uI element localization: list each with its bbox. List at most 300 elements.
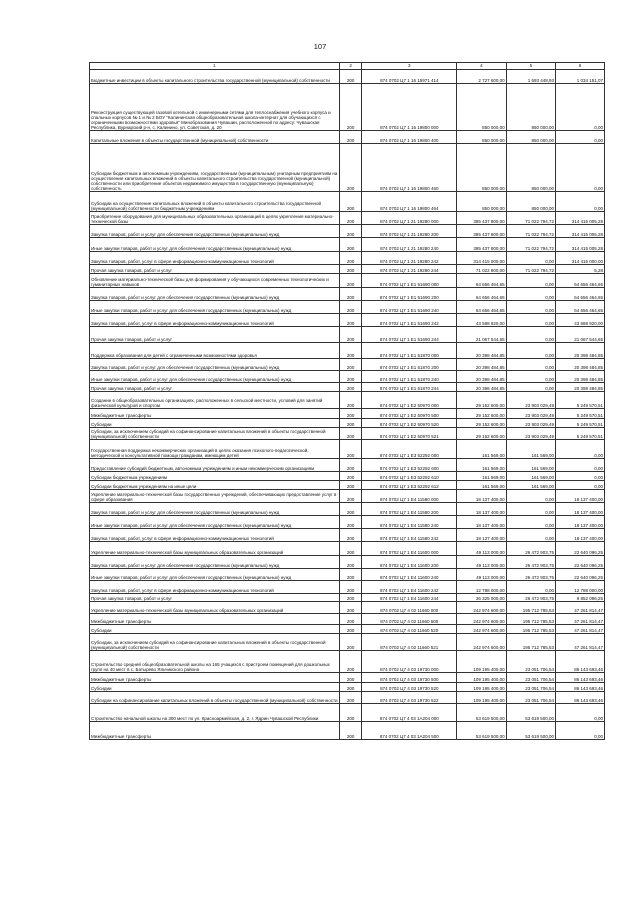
- row-value-approved: 18 137 400,00: [457, 529, 506, 542]
- row-code-200: 200: [339, 581, 362, 594]
- row-value-executed: 71 022 794,72: [506, 238, 555, 252]
- row-value-approved: 161 569,00: [457, 481, 506, 490]
- row-budget-code: 874 0702 Ц7 4 02 11660 520: [362, 625, 457, 634]
- table-row: [90, 383, 605, 392]
- table-row: [90, 683, 605, 692]
- table-row: [90, 371, 605, 383]
- row-value-remaining: 21 067 544,65: [556, 327, 605, 343]
- table-row: [90, 634, 605, 651]
- row-code-200: 200: [339, 409, 362, 419]
- row-code-200: 200: [339, 692, 362, 704]
- row-description: Обновление материально-технической базы для формирования у обучающихся современных технологических и гуманитарных навыков: [90, 274, 340, 288]
- row-value-executed: 195 712 785,53: [506, 602, 555, 614]
- header-cell: 1: [90, 63, 340, 70]
- row-value-executed: 26 472 903,75: [506, 569, 555, 581]
- row-value-executed: 23 051 706,54: [506, 692, 555, 704]
- row-value-remaining: 12 788 000,00: [556, 581, 605, 594]
- row-value-approved: 12 788 000,00: [457, 581, 506, 594]
- row-value-executed: 71 022 794,72: [506, 265, 555, 274]
- row-value-approved: 20 398 484,85: [457, 383, 506, 392]
- row-value-executed: 161 569,00: [506, 472, 555, 481]
- row-value-executed: 26 472 903,75: [506, 542, 555, 556]
- row-value-remaining: 64 656 464,65: [556, 301, 605, 314]
- row-budget-code: 874 0702 Ц7 1 E1 51870 200: [362, 359, 457, 371]
- row-description: Иные закупки товаров, работ и услуг для обеспечения государственных (муниципальных) нужд: [90, 301, 340, 314]
- row-description: Создание в общеобразовательных организациях, расположенных в сельской местности, условий для занятий физической культурой и спортом: [90, 392, 340, 409]
- row-value-approved: 53 619 500,00: [457, 722, 506, 740]
- row-description: Закупка товаров, работ, услуг в сфере информационно-коммуникационных технологий: [90, 314, 340, 327]
- row-budget-code: 874 0702 Ц7 1 21 19280 244: [362, 265, 457, 274]
- row-value-remaining: 20 398 484,85: [556, 371, 605, 383]
- row-value-executed: 0,00: [506, 274, 555, 288]
- table-row: [90, 419, 605, 428]
- row-value-executed: 23 903 029,49: [506, 392, 555, 409]
- row-value-executed: 23 903 029,49: [506, 409, 555, 419]
- table-row: [90, 516, 605, 529]
- row-value-approved: 242 974 600,00: [457, 614, 506, 625]
- row-value-executed: 23 051 706,54: [506, 683, 555, 692]
- row-value-remaining: 5 249 570,51: [556, 419, 605, 428]
- row-description: Иные закупки товаров, работ и услуг для обеспечения государственных (муниципальных) нужд: [90, 569, 340, 581]
- row-value-approved: 161 569,00: [457, 459, 506, 472]
- row-description: Закупка товаров, работ и услуг для обеспечения государственных (муниципальных) нужд: [90, 556, 340, 569]
- row-value-remaining: 18 137 400,00: [556, 529, 605, 542]
- row-code-200: 200: [339, 594, 362, 602]
- table-row: [90, 343, 605, 359]
- row-description: Прочая закупка товаров, работ и услуг: [90, 594, 340, 602]
- row-value-remaining: 314 415 000,00: [556, 252, 605, 265]
- row-budget-code: 874 0702 Ц7 1 16 15971 414: [362, 70, 457, 84]
- table-row: [90, 556, 605, 569]
- row-code-200: 200: [339, 556, 362, 569]
- row-code-200: 200: [339, 225, 362, 238]
- row-description: Субсидии бюджетным учреждениям: [90, 472, 340, 481]
- table-row: [90, 490, 605, 503]
- row-value-remaining: 0,00: [556, 704, 605, 722]
- row-description: Закупка товаров, работ, услуг в сфере информационно-коммуникационных технологий: [90, 252, 340, 265]
- row-value-approved: 20 398 484,85: [457, 359, 506, 371]
- row-budget-code: 874 0702 Ц7 1 21 19280 000: [362, 212, 457, 225]
- table-row: [90, 70, 605, 84]
- row-description: Строительство начальной школы на 300 мест по ул. Красноармейская, д. 2, г. Ядрин Чувашской Республики: [90, 704, 340, 722]
- row-code-200: 200: [339, 70, 362, 84]
- row-value-executed: 0,00: [506, 371, 555, 383]
- row-budget-code: 874 0702 Ц7 1 E4 11580 000: [362, 490, 457, 503]
- row-value-approved: 109 195 400,00: [457, 651, 506, 673]
- row-budget-code: 874 0702 Ц7 4 02 11660 000: [362, 602, 457, 614]
- row-value-executed: 0,00: [506, 529, 555, 542]
- row-budget-code: 874 0702 Ц7 1 E3 52292 612: [362, 481, 457, 490]
- row-code-200: 200: [339, 84, 362, 131]
- row-value-approved: 161 569,00: [457, 472, 506, 481]
- row-value-remaining: 314 415 005,28: [556, 225, 605, 238]
- row-value-executed: 1 693 448,93: [506, 70, 555, 84]
- row-value-remaining: 5 249 570,51: [556, 392, 605, 409]
- row-description: Иные закупки товаров, работ и услуг для обеспечения государственных (муниципальных) нужд: [90, 238, 340, 252]
- table-row: [90, 704, 605, 722]
- row-description: Прочая закупка товаров, работ и услуг: [90, 265, 340, 274]
- header-cell: 3: [362, 63, 457, 70]
- row-value-approved: 850 000,00: [457, 131, 506, 144]
- row-budget-code: 874 0702 Ц7 1 E1 51690 000: [362, 274, 457, 288]
- row-value-approved: 64 656 464,65: [457, 288, 506, 301]
- row-description: Межбюджетные трансферты: [90, 409, 340, 419]
- row-code-200: 200: [339, 614, 362, 625]
- table-row: [90, 409, 605, 419]
- row-description: Закупка товаров, работ, услуг в сфере информационно-коммуникационных технологий: [90, 581, 340, 594]
- row-value-remaining: 43 588 920,00: [556, 314, 605, 327]
- table-body: [90, 63, 605, 740]
- table-row: [90, 314, 605, 327]
- row-value-approved: 29 152 600,00: [457, 409, 506, 419]
- table-row: [90, 252, 605, 265]
- row-value-approved: 64 656 464,65: [457, 274, 506, 288]
- row-value-remaining: 1 034 151,07: [556, 70, 605, 84]
- row-budget-code: 874 0702 Ц7 1 E3 52292 600: [362, 459, 457, 472]
- row-value-approved: 29 152 600,00: [457, 419, 506, 428]
- row-description: Субсидии: [90, 625, 340, 634]
- row-description: Прочая закупка товаров, работ и услуг: [90, 383, 340, 392]
- row-value-approved: 18 137 400,00: [457, 516, 506, 529]
- row-value-approved: 850 000,00: [457, 84, 506, 131]
- row-budget-code: 874 0702 Ц7 1 E2 50970 520: [362, 419, 457, 428]
- row-budget-code: 874 0702 Ц7 1 E4 11580 240: [362, 516, 457, 529]
- table-row: [90, 673, 605, 683]
- table-row: [90, 238, 605, 252]
- row-description: Строительство средней общеобразовательной школы на 165 учащихся с пристроем помещений для дошкольных групп на 40 мест в с. Батырево Яльчикского района: [90, 651, 340, 673]
- row-value-approved: 49 113 000,00: [457, 556, 506, 569]
- row-value-approved: 49 113 000,00: [457, 569, 506, 581]
- row-value-executed: 195 712 785,53: [506, 614, 555, 625]
- row-description: Укрепление материально-технической базы государственных учреждений, обеспечивающих предоставление услуг в сфере образования: [90, 490, 340, 503]
- row-value-remaining: 22 640 096,25: [556, 569, 605, 581]
- row-code-200: 200: [339, 265, 362, 274]
- row-value-remaining: 20 398 484,85: [556, 343, 605, 359]
- row-budget-code: 874 0702 Ц7 1 E2 50970 000: [362, 392, 457, 409]
- row-budget-code: 874 0702 Ц7 1 16 19800 460: [362, 144, 457, 192]
- table-row: [90, 359, 605, 371]
- row-budget-code: 874 0702 Ц7 1 E4 11580 200: [362, 503, 457, 516]
- row-budget-code: 874 0702 Ц7 4 03 19730 000: [362, 651, 457, 673]
- table-row: [90, 602, 605, 614]
- row-code-200: 200: [339, 212, 362, 225]
- row-value-executed: 850 000,00: [506, 192, 555, 212]
- row-code-200: 200: [339, 301, 362, 314]
- row-code-200: 200: [339, 314, 362, 327]
- row-description: Субсидии бюджетным и автономным учреждениям, государственным (муниципальным) унитарным предприятиям на осуществление капитальных вложений в объекты капитального строительства государственной (муниципальной) собственности или приобретение объектов недвижимого имущества в государственную (муниципальную) собственность: [90, 144, 340, 192]
- row-value-approved: 385 437 800,00: [457, 212, 506, 225]
- table-row: [90, 529, 605, 542]
- row-value-approved: 20 398 484,85: [457, 343, 506, 359]
- row-value-executed: 850 000,00: [506, 131, 555, 144]
- row-value-approved: 850 000,00: [457, 144, 506, 192]
- table-row: [90, 594, 605, 602]
- table-row: [90, 288, 605, 301]
- row-budget-code: 874 0702 Ц7 4 03 1A204 000: [362, 704, 457, 722]
- table-row: [90, 392, 605, 409]
- row-description: Поддержка образования для детей с ограниченными возможностями здоровья: [90, 343, 340, 359]
- row-budget-code: 874 0702 Ц7 4 03 19730 500: [362, 673, 457, 683]
- row-value-approved: 20 398 484,85: [457, 371, 506, 383]
- row-budget-code: 874 0702 Ц7 1 21 19280 240: [362, 238, 457, 252]
- row-value-remaining: 0,00: [556, 459, 605, 472]
- row-code-200: 200: [339, 683, 362, 692]
- row-code-200: 200: [339, 651, 362, 673]
- row-code-200: 200: [339, 392, 362, 409]
- row-description: Закупка товаров, работ и услуг для обеспечения государственных (муниципальных) нужд: [90, 225, 340, 238]
- row-value-remaining: 314 415 005,28: [556, 212, 605, 225]
- table-row: [90, 722, 605, 740]
- row-value-remaining: 22 640 096,25: [556, 542, 605, 556]
- row-value-remaining: 47 261 814,47: [556, 634, 605, 651]
- row-description: Субсидии на осуществление капитальных вложений в объекты капитального строительства государственной (муниципальной) собственности бюджетным учреждениям: [90, 192, 340, 212]
- row-value-approved: 242 974 600,00: [457, 625, 506, 634]
- row-value-approved: 71 022 800,00: [457, 265, 506, 274]
- row-value-remaining: 0,00: [556, 440, 605, 459]
- row-code-200: 200: [339, 472, 362, 481]
- row-budget-code: 874 0702 Ц7 1 16 19800 000: [362, 84, 457, 131]
- row-value-remaining: 64 656 464,65: [556, 274, 605, 288]
- row-budget-code: 874 0702 Ц7 1 E1 51870 244: [362, 383, 457, 392]
- row-budget-code: 874 0702 Ц7 1 E1 51690 240: [362, 301, 457, 314]
- row-value-executed: 0,00: [506, 288, 555, 301]
- row-value-approved: 53 619 500,00: [457, 704, 506, 722]
- table-row: [90, 428, 605, 440]
- budget-table: [89, 62, 605, 740]
- row-budget-code: 874 0702 Ц7 1 E4 11600 242: [362, 581, 457, 594]
- table-row: [90, 472, 605, 481]
- row-value-remaining: 47 261 814,47: [556, 614, 605, 625]
- header-cell: 5: [506, 63, 555, 70]
- row-code-200: 200: [339, 569, 362, 581]
- row-code-200: 200: [339, 288, 362, 301]
- row-value-remaining: 5,28: [556, 265, 605, 274]
- row-value-executed: 0,00: [506, 581, 555, 594]
- row-value-approved: 242 974 600,00: [457, 634, 506, 651]
- row-code-200: 200: [339, 542, 362, 556]
- row-description: Иные закупки товаров, работ и услуг для обеспечения государственных (муниципальных) нужд: [90, 516, 340, 529]
- row-value-executed: 53 619 500,00: [506, 704, 555, 722]
- row-code-200: 200: [339, 459, 362, 472]
- row-code-200: 200: [339, 529, 362, 542]
- table-row: [90, 651, 605, 673]
- row-value-approved: 21 067 544,65: [457, 327, 506, 343]
- row-code-200: 200: [339, 359, 362, 371]
- row-value-remaining: 9 852 096,25: [556, 594, 605, 602]
- row-description: Укрепление материально-технической базы муниципальных образовательных организаций: [90, 542, 340, 556]
- row-value-executed: 195 712 785,53: [506, 634, 555, 651]
- row-value-approved: 385 437 800,00: [457, 238, 506, 252]
- row-value-executed: 0,00: [506, 301, 555, 314]
- row-description: Субсидии, за исключением субсидий на софинансирование капитальных вложений в объекты государственной (муниципальной) собственности: [90, 428, 340, 440]
- row-value-approved: 109 195 400,00: [457, 692, 506, 704]
- row-value-remaining: 86 143 693,46: [556, 673, 605, 683]
- table-row: [90, 481, 605, 490]
- table-row: [90, 301, 605, 314]
- table-row: [90, 327, 605, 343]
- row-value-approved: 242 974 600,00: [457, 602, 506, 614]
- row-code-200: 200: [339, 327, 362, 343]
- row-value-executed: 0,00: [506, 516, 555, 529]
- header-cell: 6: [556, 63, 605, 70]
- row-value-remaining: 0,00: [556, 192, 605, 212]
- row-description: Субсидии бюджетным учреждениям на иные цели: [90, 481, 340, 490]
- row-value-remaining: 0,00: [556, 481, 605, 490]
- row-value-executed: 195 712 785,53: [506, 625, 555, 634]
- row-budget-code: 874 0702 Ц7 1 E4 11600 240: [362, 569, 457, 581]
- row-value-remaining: 20 398 484,85: [556, 359, 605, 371]
- table-row: [90, 440, 605, 459]
- row-value-executed: 71 022 794,72: [506, 212, 555, 225]
- row-code-200: 200: [339, 252, 362, 265]
- row-budget-code: 874 0702 Ц7 1 E1 51690 244: [362, 327, 457, 343]
- table-row: [90, 569, 605, 581]
- row-code-200: 200: [339, 516, 362, 529]
- table-row: [90, 212, 605, 225]
- row-value-remaining: 18 137 400,00: [556, 503, 605, 516]
- row-budget-code: 874 0702 Ц7 4 03 1A204 500: [362, 722, 457, 740]
- row-description: Межбюджетные трансферты: [90, 614, 340, 625]
- row-budget-code: 874 0702 Ц7 1 E2 50970 500: [362, 409, 457, 419]
- row-value-executed: 0,00: [506, 490, 555, 503]
- row-value-remaining: 86 143 693,46: [556, 692, 605, 704]
- table-row: [90, 131, 605, 144]
- row-value-approved: 2 727 600,00: [457, 70, 506, 84]
- row-code-200: 200: [339, 722, 362, 740]
- row-description: Приобретение оборудования для муниципальных образовательных организаций в целях укрепления материально-технической базы: [90, 212, 340, 225]
- row-code-200: 200: [339, 343, 362, 359]
- row-code-200: 200: [339, 144, 362, 192]
- row-code-200: 200: [339, 490, 362, 503]
- row-value-remaining: 86 143 693,46: [556, 651, 605, 673]
- row-value-approved: 18 137 400,00: [457, 503, 506, 516]
- row-value-approved: 36 325 000,00: [457, 594, 506, 602]
- row-value-remaining: 0,00: [556, 144, 605, 192]
- row-description: Укрепление материально-технической базы муниципальных образовательных организаций: [90, 602, 340, 614]
- row-code-200: 200: [339, 481, 362, 490]
- row-value-remaining: 0,00: [556, 84, 605, 131]
- row-description: Межбюджетные трансферты: [90, 673, 340, 683]
- row-code-200: 200: [339, 704, 362, 722]
- row-description: Государственная поддержка некоммерческих организаций в целях оказания психолого-педагогической, методической и консультативной помощи гражданам, имеющим детей: [90, 440, 340, 459]
- header-cell: 2: [339, 63, 362, 70]
- row-value-approved: 49 113 000,00: [457, 542, 506, 556]
- table-header-row: [90, 63, 605, 70]
- row-value-executed: 71 022 794,72: [506, 225, 555, 238]
- row-description: Субсидии: [90, 683, 340, 692]
- row-value-executed: 53 619 500,00: [506, 722, 555, 740]
- row-code-200: 200: [339, 503, 362, 516]
- row-value-executed: 850 000,00: [506, 84, 555, 131]
- page-number: 107: [313, 42, 327, 51]
- row-value-executed: 26 472 903,75: [506, 556, 555, 569]
- row-budget-code: 874 0702 Ц7 4 03 19730 520: [362, 683, 457, 692]
- row-budget-code: 874 0702 Ц7 1 E4 11580 242: [362, 529, 457, 542]
- row-code-200: 200: [339, 383, 362, 392]
- table-row: [90, 192, 605, 212]
- row-code-200: 200: [339, 371, 362, 383]
- row-budget-code: 874 0702 Ц7 1 E3 52292 610: [362, 472, 457, 481]
- table-row: [90, 144, 605, 192]
- row-budget-code: 874 0702 Ц7 1 16 19800 464: [362, 192, 457, 212]
- row-value-remaining: 0,00: [556, 131, 605, 144]
- row-value-remaining: 18 137 400,00: [556, 516, 605, 529]
- row-value-executed: 0,00: [506, 314, 555, 327]
- row-budget-code: 874 0702 Ц7 1 E1 51870 000: [362, 343, 457, 359]
- row-code-200: 200: [339, 634, 362, 651]
- row-value-executed: 23 903 029,49: [506, 419, 555, 428]
- row-description: Закупка товаров, работ и услуг для обеспечения государственных (муниципальных) нужд: [90, 359, 340, 371]
- row-value-remaining: 64 656 464,65: [556, 288, 605, 301]
- row-value-remaining: 86 143 693,46: [556, 683, 605, 692]
- row-description: Реконструкция существующей газовой котельной с инженерными сетями для теплоснабжения учебного корпуса и спальных корпусов № 1 и № 2 БОУ "Калининская общеобразовательная школа-интернат для обучающихся с ограниченными возможностями здоровья" Минобразования Чувашии, расположенной по адресу: Чувашская Республика, Вурнарский р-н, с. Калинино, ул. Советская, д. 20: [90, 84, 340, 131]
- row-budget-code: 874 0702 Ц7 1 21 19280 242: [362, 252, 457, 265]
- row-budget-code: 874 0702 Ц7 1 E4 11600 200: [362, 556, 457, 569]
- row-value-remaining: 22 640 096,25: [556, 556, 605, 569]
- row-value-remaining: 47 261 814,47: [556, 602, 605, 614]
- row-description: Бюджетные инвестиции в объекты капитального строительства государственной (муниципальной) собственности: [90, 70, 340, 84]
- row-value-executed: 0,00: [506, 383, 555, 392]
- row-value-executed: 23 903 029,49: [506, 428, 555, 440]
- row-value-executed: 0,00: [506, 503, 555, 516]
- table-row: [90, 581, 605, 594]
- row-budget-code: 874 0702 Ц7 4 02 11660 500: [362, 614, 457, 625]
- row-description: Субсидии, за исключением субсидий на софинансирование капитальных вложений в объекты государственной (муниципальной) собственности: [90, 634, 340, 651]
- table-row: [90, 625, 605, 634]
- row-budget-code: 874 0702 Ц7 1 16 19800 400: [362, 131, 457, 144]
- row-value-remaining: 0,00: [556, 722, 605, 740]
- row-description: Капитальные вложения в объекты государственной (муниципальной) собственности: [90, 131, 340, 144]
- header-cell: 4: [457, 63, 506, 70]
- row-description: Межбюджетные трансферты: [90, 722, 340, 740]
- row-value-executed: 26 472 903,75: [506, 594, 555, 602]
- row-budget-code: 874 0702 Ц7 1 E1 51690 242: [362, 314, 457, 327]
- row-budget-code: 874 0702 Ц7 1 E1 51870 240: [362, 371, 457, 383]
- table-row: [90, 542, 605, 556]
- row-value-approved: 109 195 400,00: [457, 673, 506, 683]
- row-value-executed: 23 051 706,54: [506, 673, 555, 683]
- row-code-200: 200: [339, 238, 362, 252]
- row-description: Закупка товаров, работ и услуг для обеспечения государственных (муниципальных) нужд: [90, 503, 340, 516]
- row-value-approved: 161 569,00: [457, 440, 506, 459]
- row-value-remaining: 47 261 814,47: [556, 625, 605, 634]
- row-budget-code: 874 0702 Ц7 1 E2 50970 521: [362, 428, 457, 440]
- row-value-remaining: 20 398 484,85: [556, 383, 605, 392]
- row-value-executed: 850 000,00: [506, 144, 555, 192]
- row-budget-code: 874 0702 Ц7 1 E3 52292 000: [362, 440, 457, 459]
- row-code-200: 200: [339, 440, 362, 459]
- row-value-executed: 161 569,00: [506, 481, 555, 490]
- table-row: [90, 503, 605, 516]
- table-row: [90, 459, 605, 472]
- row-budget-code: 874 0702 Ц7 4 03 19730 522: [362, 692, 457, 704]
- row-value-executed: 161 569,00: [506, 459, 555, 472]
- row-description: Прочая закупка товаров, работ и услуг: [90, 327, 340, 343]
- row-budget-code: 874 0702 Ц7 1 21 19280 200: [362, 225, 457, 238]
- row-value-remaining: 5 249 570,51: [556, 409, 605, 419]
- row-description: Субсидии: [90, 419, 340, 428]
- table-row: [90, 274, 605, 288]
- row-budget-code: 874 0702 Ц7 4 02 11660 521: [362, 634, 457, 651]
- row-description: Субсидии на софинансирование капитальных вложений в объекты государственной (муниципальной) собственности: [90, 692, 340, 704]
- row-value-approved: 43 588 920,00: [457, 314, 506, 327]
- row-value-approved: 64 656 464,65: [457, 301, 506, 314]
- row-code-200: 200: [339, 274, 362, 288]
- row-code-200: 200: [339, 192, 362, 212]
- row-code-200: 200: [339, 419, 362, 428]
- row-value-executed: 161 569,00: [506, 440, 555, 459]
- row-value-executed: 0,00: [506, 327, 555, 343]
